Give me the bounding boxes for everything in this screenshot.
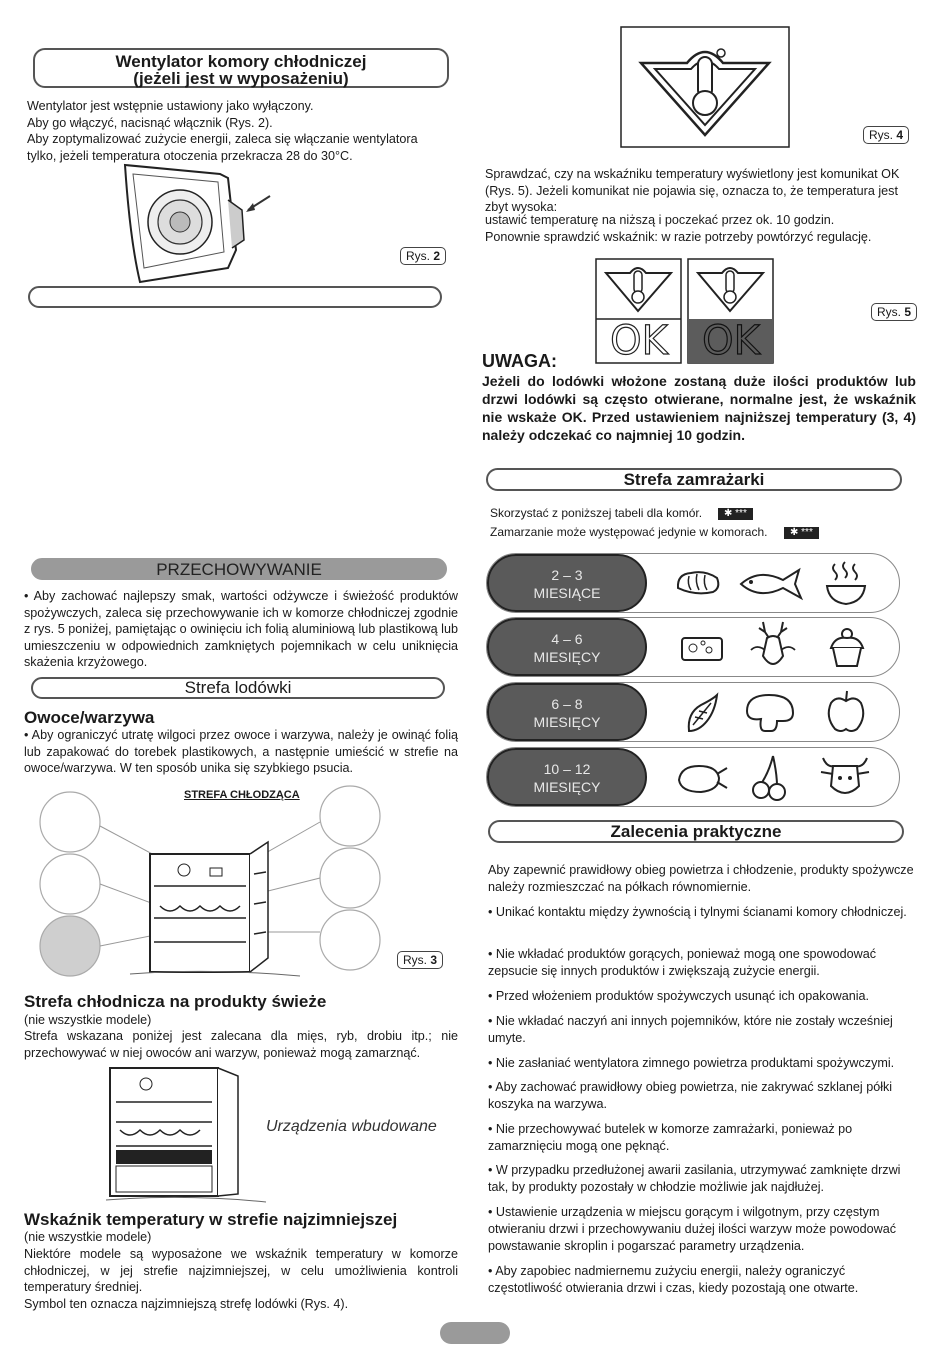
storage-period-pill [487,683,647,741]
cooling-zone-label: STREFA CHŁODZĄCA [184,789,300,801]
fan-illustration [120,160,280,288]
indicator-text2: Symbol ten oznacza najzimniejszą strefę lodówki (Rys. 4). [24,1297,349,1311]
storage-period-pill [487,748,647,806]
tips-heading [488,820,904,843]
period-range: 2 – 3 [551,567,583,583]
storage-title: PRZECHOWYWANIE [156,560,322,579]
fig-prefix: Rys. [877,305,905,319]
period-range: 6 – 8 [551,696,583,712]
tip-item: • Ustawienie urządzenia w miejscu gorącym i wilgotnym, przy częstym otwieraniu drzwi i przechowywaniu dużej ilości warzyw może powodować powstawanie skroplin i pogarszać parametry urządzenia. [488,1205,897,1253]
freezer-row [486,682,900,742]
storage-period-pill [487,618,647,676]
period-unit: MIESIĘCY [533,714,601,730]
fan-line: tylko, jeżeli temperatura otoczenia przekracza 28 do 30°C. [27,148,353,163]
tip-item: • W przypadku przedłużonej awarii zasilania, utrzymywać zamknięte drzwi tak, by produkty pozostały w chłodzie możliwie jak najdłużej. [488,1163,901,1194]
tip-item: • Aby zapobiec nadmiernemu zużyciu energii, należy ograniczyć częstotliwość otwierania drzwi i czas, kiedy pozostają one otwarte. [488,1264,859,1295]
fan-line: Aby go włączyć, nacisnąć włącznik (Rys. 2). [27,115,273,130]
warning-title: UWAGA: [482,351,557,371]
ok-label-light: OK [610,318,668,364]
freezer-row [486,747,900,807]
freezer-line1-text: Skorzystać z poniższej tabeli dla komór. [490,506,703,520]
page-number-pill [440,1322,510,1344]
period-range: 10 – 12 [543,761,591,777]
tip-item: • Nie wkładać produktów gorących, ponieważ mogą one spowodować zepsucie się innych produktów i zwiększają zużycie energii. [488,947,877,978]
bread-icon [675,566,721,600]
fridge-diagram [30,782,390,982]
tip-item: • Unikać kontaktu między żywnością i tylnymi ścianami komory chłodniczej. [488,905,907,919]
cow-icon [817,752,873,802]
fridge-zone-title: Strefa lodówki [184,678,292,697]
period-unit: MIESIĘCY [533,779,601,795]
period-unit: MIESIĘCY [533,649,601,665]
fig-prefix: Rys. [869,128,897,142]
star-badge-1: ✱ *** [718,508,753,520]
fruit-title: Owoce/warzywa [24,708,155,727]
fig-prefix: Rys. [406,249,434,263]
tip-item: • Nie zasłaniać wentylatora zimnego powietrza produktami spożywczymi. [488,1056,895,1070]
cheese-icon [679,632,725,664]
storage-intro: • Aby zachować najlepszy smak, wartości odżywcze i świeżość produktów spożywczych, zaleca się przechowywanie ich w komorze chłodniczej zgodnie z rys. 5 poniżej, pamiętając o owinięciu ich folią aluminiową lub plastikową lub umieszczeniu w odpowiednich zamkniętych pojemnikach w celu uniknięcia skażenia krzyżowego. [24,589,458,669]
fig-4-label [863,126,909,144]
chicken-icon [673,760,731,796]
fresh-zone-text: Strefa wskazana poniżej jest zalecana dla mięs, ryb, drobiu itp.; nie przechowywać w niej owoców ani warzyw, ponieważ mogą zamarznąć. [24,1029,458,1060]
freezer-row [486,553,900,613]
cherry-icon [749,752,789,802]
fruit-text: • Aby ograniczyć utratę wilgoci przez owoce i warzywa, należy je owinąć folią lub zapakować do torebek plastikowych, a następnie umieścić w strefie na owoce/warzywa. W ten sposób unika się szybkiego psucia. [24,728,458,775]
fresh-zone-title: Strefa chłodnicza na produkty świeże [24,992,327,1011]
tip-item: • Nie przechowywać butelek w komorze zamrażarki, ponieważ po zamarznięciu mogą one pęknąć. [488,1122,853,1153]
builtin-fridge-diagram [106,1066,266,1206]
ok-label-dark: OK [702,318,760,364]
tip-item: • Nie wkładać naczyń ani innych pojemników, które nie zostały wcześniej umyte. [488,1014,893,1045]
fig-5-label [871,303,917,321]
fan-line: Aby zoptymalizować zużycie energii, zaleca się włączanie wentylatora [27,132,418,146]
fig-prefix: Rys. [403,953,431,967]
fan-title-line1: Wentylator komory chłodniczej [115,52,367,71]
storage-period-pill [487,554,647,612]
fan-section-heading [33,48,449,88]
freezer-row [486,617,900,677]
warning-text: Jeżeli do lodówki włożone zostaną duże ilości produktów lub drzwi lodówki są często otwierane, normalne jest, że wskaźnik nie wskaże OK. Przed ustawieniem najniższej temperatury (3, 4) należy odczekać co najmniej 10 godzin. [482,373,916,443]
tips-title: Zalecenia praktyczne [610,822,782,841]
fig-number: 2 [433,249,441,263]
freezer-heading [486,468,902,491]
indicator-note: (nie wszystkie modele) [24,1230,152,1244]
period-unit: MIESIĄCE [533,585,601,601]
fig-3-label [397,951,443,969]
fan-line: Wentylator jest wstępnie ustawiony jako wyłączony. [27,99,314,113]
period-range: 4 – 6 [551,631,583,647]
tip-item: • Przed włożeniem produktów spożywczych usunąć ich opakowania. [488,989,870,1003]
freezer-line2-text: Zamarzanie może występować jedynie w komorach. [490,525,768,539]
empty-section-bar [28,286,442,308]
cake-icon [827,626,867,670]
builtin-label: Urządzenia wbudowane [266,1118,437,1135]
fan-text [27,98,467,164]
check-text: Sprawdzać, czy na wskaźniku temperatury wyświetlony jest komunikat OK (Rys. 5). Jeżeli komunikat nie pojawia się, oznacza to, że temperatura jest zbyt wysoka: [485,167,900,214]
freezer-line1 [490,506,702,520]
fig-2-label [400,247,446,265]
fan-title-line2: (jeżeli jest w wyposażeniu) [133,69,349,88]
check-text2: ustawić temperaturę na niższą i poczekać przez ok. 10 godzin. [485,213,835,227]
vegetables-icon [681,691,721,735]
freezer-line2 [490,525,767,539]
deer-icon [745,620,801,674]
fig-number: 5 [904,305,912,319]
storage-heading [31,558,447,580]
indicator-text: Niektóre modele są wyposażone we wskaźnik temperatury w komorze chłodniczej, w jej strefie najzimniejszej, w celu umożliwienia kontroli temperatury średniej. [24,1247,458,1294]
star-badge-2: ✱ *** [784,527,819,539]
freezer-title: Strefa zamrażarki [623,470,765,489]
indicator-title: Wskaźnik temperatury w strefie najzimniejszej [24,1210,398,1229]
mushroom-icon [743,691,797,733]
temperature-symbol-fig4 [621,27,789,147]
apple-icon [825,689,867,735]
fig-number: 4 [896,128,904,142]
soup-icon [823,560,869,608]
tip-item: • Aby zachować prawidłowy obieg powietrza, nie zakrywać szklanej półki koszyka na warzywa. [488,1080,893,1111]
check-text3: Ponownie sprawdzić wskaźnik: w razie potrzeby powtórzyć regulację. [485,230,872,244]
fish-icon [737,564,805,602]
fridge-zone-heading [31,677,445,699]
tip-item: Aby zapewnić prawidłowy obieg powietrza i chłodzenie, produkty spożywcze należy rozmieszczać na półkach równomiernie. [488,863,914,894]
fig-number: 3 [430,953,438,967]
fresh-zone-note: (nie wszystkie modele) [24,1013,152,1027]
